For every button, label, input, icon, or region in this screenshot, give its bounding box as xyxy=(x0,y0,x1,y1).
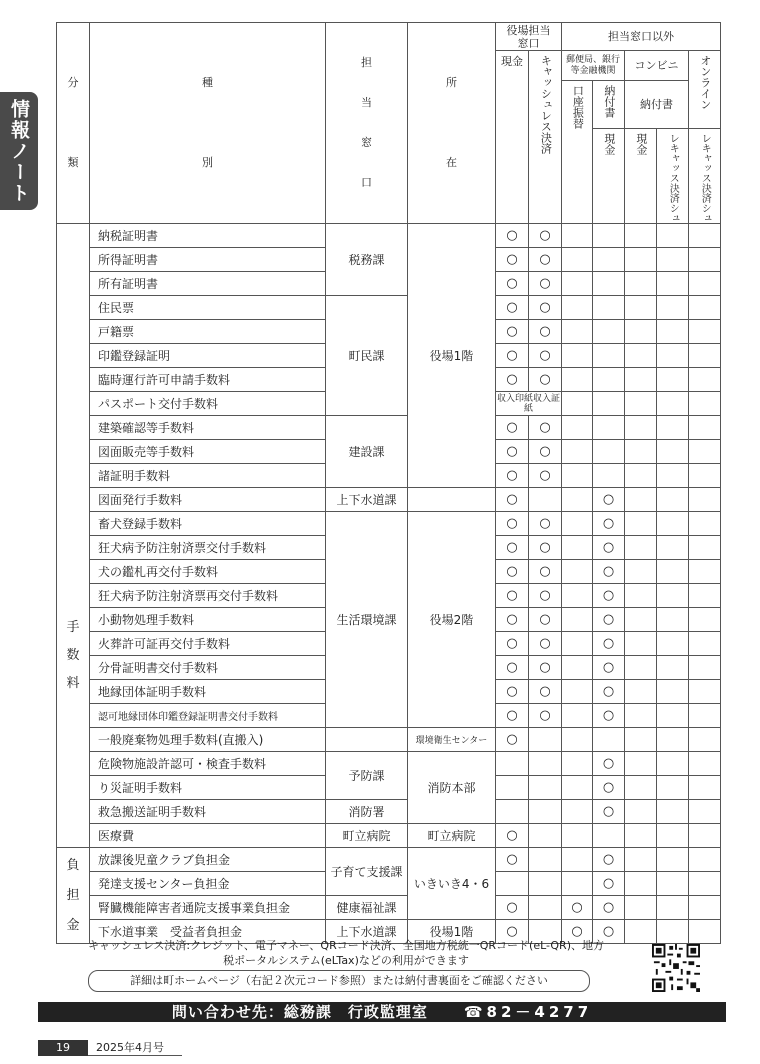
mark-cell xyxy=(657,824,689,848)
mark-cell xyxy=(657,800,689,824)
mark-cell xyxy=(562,248,593,272)
mark-cell xyxy=(657,632,689,656)
table-row-label: 一般廃棄物処理手数料(直搬入) xyxy=(90,728,326,752)
available-mark: ○ xyxy=(496,464,529,488)
available-mark: ○ xyxy=(496,344,529,368)
available-mark: ○ xyxy=(496,368,529,392)
table-row-label: 印鑑登録証明 xyxy=(90,344,326,368)
location-cell: 役場2階 xyxy=(408,512,496,728)
mark-cell xyxy=(625,248,657,272)
contact-bar xyxy=(38,1002,726,1022)
mark-cell xyxy=(562,656,593,680)
location-cell: 町立病院 xyxy=(408,824,496,848)
mark-cell xyxy=(625,368,657,392)
table-row-label: 建築確認等手数料 xyxy=(90,416,326,440)
mark-cell xyxy=(529,776,562,800)
mark-cell xyxy=(657,440,689,464)
mark-cell xyxy=(625,440,657,464)
header-other-group: 担当窓口以外 xyxy=(562,23,721,51)
mark-cell xyxy=(625,608,657,632)
available-mark: ○ xyxy=(593,680,625,704)
location-cell: 環境衛生センター xyxy=(408,728,496,752)
available-mark: ○ xyxy=(529,584,562,608)
cashless-footnote: キャッシュレス決済:クレジット、電子マネー、QRコード決済、全国地方税統一QRコード(eL-QR)、地方税ポータルシステム(eLTax)などの利用ができます xyxy=(87,939,604,967)
mark-cell xyxy=(562,416,593,440)
mark-cell xyxy=(562,320,593,344)
mark-cell xyxy=(657,320,689,344)
window-cell: 町立病院 xyxy=(326,824,408,848)
mark-cell xyxy=(562,296,593,320)
mark-cell xyxy=(625,704,657,728)
mark-cell xyxy=(625,800,657,824)
table-row-label: 医療費 xyxy=(90,824,326,848)
mark-cell xyxy=(529,488,562,512)
mark-cell xyxy=(657,704,689,728)
available-mark: ○ xyxy=(529,272,562,296)
detail-note: 詳細は町ホームページ（右記２次元コード参照）または納付書裏面をご確認ください xyxy=(88,970,590,992)
mark-cell xyxy=(689,608,721,632)
mark-cell xyxy=(689,776,721,800)
mark-cell xyxy=(657,920,689,944)
available-mark: ○ xyxy=(562,920,593,944)
table-row-label: 住民票 xyxy=(90,296,326,320)
mark-cell xyxy=(529,752,562,776)
table-row-label: 狂犬病予防注射済票再交付手数料 xyxy=(90,584,326,608)
available-mark: ○ xyxy=(562,896,593,920)
mark-cell xyxy=(625,584,657,608)
window-cell: 税務課 xyxy=(326,224,408,296)
header-cashless: キャッシュレス決済 xyxy=(529,51,562,224)
available-mark: ○ xyxy=(529,656,562,680)
available-mark: ○ xyxy=(529,440,562,464)
mark-cell xyxy=(625,776,657,800)
mark-cell xyxy=(689,896,721,920)
mark-cell xyxy=(689,752,721,776)
table-row-label: 火葬許可証再交付手数料 xyxy=(90,632,326,656)
header-online: オンライン xyxy=(689,51,721,129)
header-post-genkin: 現金 xyxy=(593,129,625,224)
mark-cell xyxy=(562,584,593,608)
mark-cell xyxy=(562,608,593,632)
table-row-label: 図面発行手数料 xyxy=(90,488,326,512)
available-mark: ○ xyxy=(529,512,562,536)
available-mark: ○ xyxy=(496,272,529,296)
header-shozai: 所 在 xyxy=(408,23,496,224)
mark-cell xyxy=(689,536,721,560)
mark-cell xyxy=(689,416,721,440)
mark-cell xyxy=(529,800,562,824)
mark-cell xyxy=(625,488,657,512)
mark-cell xyxy=(689,368,721,392)
contact-phone: ☎82－4277 xyxy=(463,1003,593,1021)
mark-cell xyxy=(657,680,689,704)
available-mark: ○ xyxy=(496,320,529,344)
mark-cell xyxy=(562,800,593,824)
page-footer xyxy=(38,1040,182,1056)
location-cell: 役場1階 xyxy=(408,920,496,944)
mark-cell xyxy=(496,872,529,896)
mark-cell xyxy=(657,872,689,896)
mark-cell xyxy=(657,464,689,488)
mark-cell xyxy=(496,800,529,824)
available-mark: ○ xyxy=(593,632,625,656)
mark-cell xyxy=(657,752,689,776)
mark-cell xyxy=(689,296,721,320)
available-mark: ○ xyxy=(593,704,625,728)
mark-cell xyxy=(689,656,721,680)
mark-cell xyxy=(625,272,657,296)
table-row-label: り災証明手数料 xyxy=(90,776,326,800)
table-row-label: 犬の鑑札再交付手数料 xyxy=(90,560,326,584)
mark-cell xyxy=(529,896,562,920)
mark-cell xyxy=(689,872,721,896)
table-row-label: 戸籍票 xyxy=(90,320,326,344)
mark-cell xyxy=(593,296,625,320)
available-mark: ○ xyxy=(529,680,562,704)
table-row-label: 畜犬登録手数料 xyxy=(90,512,326,536)
mark-cell xyxy=(625,848,657,872)
available-mark: ○ xyxy=(496,704,529,728)
mark-cell xyxy=(625,344,657,368)
table-row-label: 諸証明手数料 xyxy=(90,464,326,488)
available-mark: ○ xyxy=(496,848,529,872)
available-mark: ○ xyxy=(496,608,529,632)
mark-cell xyxy=(625,728,657,752)
available-mark: ○ xyxy=(593,512,625,536)
mark-cell xyxy=(562,872,593,896)
table-row-label: 腎臓機能障害者通院支援事業負担金 xyxy=(90,896,326,920)
mark-cell xyxy=(562,632,593,656)
available-mark: ○ xyxy=(529,632,562,656)
mark-cell xyxy=(593,368,625,392)
available-mark: ○ xyxy=(529,416,562,440)
mark-cell xyxy=(562,704,593,728)
available-mark: ○ xyxy=(496,632,529,656)
header-bunrui: 分 類 xyxy=(57,23,90,224)
mark-cell xyxy=(689,512,721,536)
header-konbini-nofusho: 納付書 xyxy=(625,81,689,129)
mark-cell xyxy=(593,272,625,296)
window-cell: 上下水道課 xyxy=(326,920,408,944)
available-mark: ○ xyxy=(529,248,562,272)
mark-cell xyxy=(657,560,689,584)
table-row-label: 危険物施設許認可・検査手数料 xyxy=(90,752,326,776)
mark-cell xyxy=(562,680,593,704)
mark-cell xyxy=(689,320,721,344)
mark-cell xyxy=(562,224,593,248)
mark-cell xyxy=(562,824,593,848)
mark-cell xyxy=(689,920,721,944)
mark-cell xyxy=(593,320,625,344)
window-cell: 建設課 xyxy=(326,416,408,488)
revenue-stamp-note: 収入印紙収入証紙 xyxy=(496,393,560,414)
mark-cell xyxy=(562,344,593,368)
mark-cell xyxy=(529,824,562,848)
mark-cell xyxy=(562,536,593,560)
available-mark: ○ xyxy=(593,656,625,680)
available-mark: ○ xyxy=(496,896,529,920)
mark-cell xyxy=(689,344,721,368)
mark-cell xyxy=(689,272,721,296)
available-mark: ○ xyxy=(529,560,562,584)
mark-cell xyxy=(657,848,689,872)
table-row-label: 認可地縁団体印鑑登録証明書交付手数料 xyxy=(90,704,326,728)
mark-cell xyxy=(593,824,625,848)
header-tanto: 担 当 窓 口 xyxy=(326,23,408,224)
available-mark: ○ xyxy=(593,560,625,584)
mark-cell xyxy=(689,224,721,248)
available-mark: ○ xyxy=(529,320,562,344)
header-genkin: 現金 xyxy=(496,51,529,224)
mark-cell xyxy=(625,536,657,560)
location-cell xyxy=(408,488,496,512)
available-mark: ○ xyxy=(593,536,625,560)
mark-cell xyxy=(689,560,721,584)
mark-cell xyxy=(562,368,593,392)
mark-cell xyxy=(689,392,721,416)
available-mark: ○ xyxy=(496,488,529,512)
header-konbini: コンビニ xyxy=(625,51,689,81)
available-mark: ○ xyxy=(593,752,625,776)
available-mark: ○ xyxy=(593,872,625,896)
mark-cell xyxy=(657,224,689,248)
window-cell: 子育て支援課 xyxy=(326,848,408,896)
available-mark: ○ xyxy=(593,800,625,824)
mark-cell xyxy=(625,752,657,776)
table-row-label: パスポート交付手数料 xyxy=(90,392,326,416)
mark-cell xyxy=(562,464,593,488)
mark-cell xyxy=(593,440,625,464)
mark-cell xyxy=(625,464,657,488)
payment-method-table xyxy=(56,22,721,944)
table-row-label: 救急搬送証明手数料 xyxy=(90,800,326,824)
available-mark: ○ xyxy=(593,776,625,800)
available-mark: ○ xyxy=(496,512,529,536)
location-cell: 消防本部 xyxy=(408,752,496,824)
table-row-label: 所得証明書 xyxy=(90,248,326,272)
table-row-label: 所有証明書 xyxy=(90,272,326,296)
mark-cell xyxy=(496,776,529,800)
mark-cell xyxy=(562,512,593,536)
mark-cell xyxy=(593,728,625,752)
mark-cell xyxy=(593,416,625,440)
header-post-bank: 郵便局、銀行等金融機関 xyxy=(562,51,625,81)
location-cell: 役場1階 xyxy=(408,224,496,488)
mark-cell xyxy=(625,224,657,248)
available-mark: ○ xyxy=(529,368,562,392)
mark-cell xyxy=(689,248,721,272)
table-row-label: 小動物処理手数料 xyxy=(90,608,326,632)
mark-cell xyxy=(593,224,625,248)
mark-cell xyxy=(625,512,657,536)
window-cell: 消防署 xyxy=(326,800,408,824)
mark-cell xyxy=(625,560,657,584)
mark-cell xyxy=(625,632,657,656)
mark-cell xyxy=(625,656,657,680)
mark-cell xyxy=(657,584,689,608)
mark-cell xyxy=(689,464,721,488)
location-cell: いきいき4・6 xyxy=(408,848,496,920)
table-row-label: 放課後児童クラブ負担金 xyxy=(90,848,326,872)
available-mark: ○ xyxy=(496,560,529,584)
mark-cell xyxy=(593,248,625,272)
contact-label: 問い合わせ先：総務課 行政監理室 xyxy=(171,1003,428,1021)
issue-date: 2025年4月号 xyxy=(88,1040,182,1056)
mark-cell xyxy=(689,680,721,704)
mark-cell xyxy=(529,848,562,872)
table-row-label: 発達支援センター負担金 xyxy=(90,872,326,896)
available-mark: ○ xyxy=(496,920,529,944)
mark-cell xyxy=(593,344,625,368)
mark-cell xyxy=(529,728,562,752)
mark-cell xyxy=(593,464,625,488)
available-mark: ○ xyxy=(593,896,625,920)
mark-cell xyxy=(689,704,721,728)
mark-cell xyxy=(625,920,657,944)
mark-cell xyxy=(657,512,689,536)
window-cell: 健康福祉課 xyxy=(326,896,408,920)
mark-cell xyxy=(562,752,593,776)
window-cell: 予防課 xyxy=(326,752,408,800)
mark-cell xyxy=(625,824,657,848)
mark-cell xyxy=(689,632,721,656)
available-mark: ○ xyxy=(496,680,529,704)
mark-cell xyxy=(625,320,657,344)
mark-cell xyxy=(689,728,721,752)
page-number: 19 xyxy=(38,1040,88,1056)
category-tesuryo: 手数料 xyxy=(57,224,90,848)
header-yakuba-group: 役場担当窓口 xyxy=(496,23,562,51)
available-mark: ○ xyxy=(496,296,529,320)
available-mark: ○ xyxy=(496,536,529,560)
mark-cell xyxy=(657,272,689,296)
mark-cell xyxy=(657,344,689,368)
available-mark: ○ xyxy=(529,296,562,320)
qr-code-icon xyxy=(652,944,700,992)
header-online-cashless: レキャッス決済シュ xyxy=(689,129,721,224)
header-nofusho: 納付書 xyxy=(593,81,625,129)
table-row-label: 地縁団体証明手数料 xyxy=(90,680,326,704)
mark-cell xyxy=(657,608,689,632)
mark-cell xyxy=(562,272,593,296)
available-mark: ○ xyxy=(496,416,529,440)
mark-cell xyxy=(689,488,721,512)
table-row-label: 狂犬病予防注射済票交付手数料 xyxy=(90,536,326,560)
mark-cell xyxy=(562,776,593,800)
mark-cell xyxy=(625,416,657,440)
mark-cell xyxy=(625,872,657,896)
mark-cell xyxy=(657,368,689,392)
header-koza: 口座振替 xyxy=(562,81,593,224)
mark-cell xyxy=(625,296,657,320)
mark-cell xyxy=(657,536,689,560)
available-mark: ○ xyxy=(529,464,562,488)
window-cell: 上下水道課 xyxy=(326,488,408,512)
window-cell: 生活環境課 xyxy=(326,512,408,728)
mark-cell xyxy=(657,248,689,272)
header-konbini-genkin: 現金 xyxy=(625,129,657,224)
mark-cell xyxy=(562,728,593,752)
available-mark: ○ xyxy=(529,608,562,632)
available-mark: ○ xyxy=(593,920,625,944)
mark-cell xyxy=(562,392,593,416)
mark-cell xyxy=(657,296,689,320)
table-row-label: 臨時運行許可申請手数料 xyxy=(90,368,326,392)
available-mark: ○ xyxy=(593,584,625,608)
mark-cell xyxy=(689,440,721,464)
mark-cell xyxy=(657,776,689,800)
mark-cell xyxy=(657,392,689,416)
mark-cell xyxy=(689,584,721,608)
mark-cell xyxy=(625,896,657,920)
available-mark: ○ xyxy=(593,608,625,632)
available-mark: ○ xyxy=(496,824,529,848)
mark-cell xyxy=(625,680,657,704)
mark-cell xyxy=(529,872,562,896)
available-mark: ○ xyxy=(593,488,625,512)
section-tab: 情報ノート xyxy=(0,92,38,210)
available-mark: ○ xyxy=(496,440,529,464)
available-mark: ○ xyxy=(496,224,529,248)
available-mark: ○ xyxy=(529,344,562,368)
window-cell: 町民課 xyxy=(326,296,408,416)
mark-cell xyxy=(689,800,721,824)
available-mark: ○ xyxy=(529,224,562,248)
available-mark: ○ xyxy=(529,536,562,560)
mark-cell xyxy=(562,440,593,464)
available-mark: ○ xyxy=(496,656,529,680)
mark-cell xyxy=(657,416,689,440)
available-mark: ○ xyxy=(593,848,625,872)
window-cell xyxy=(326,728,408,752)
header-konbini-cashless: レキャッス決済シュ xyxy=(657,129,689,224)
mark-cell xyxy=(625,392,657,416)
table-row-label: 納税証明書 xyxy=(90,224,326,248)
mark-cell xyxy=(657,896,689,920)
available-mark: ○ xyxy=(529,704,562,728)
table-row-label: 分骨証明書交付手数料 xyxy=(90,656,326,680)
available-mark: ○ xyxy=(496,584,529,608)
mark-cell xyxy=(562,488,593,512)
mark-cell xyxy=(562,560,593,584)
mark-cell xyxy=(496,752,529,776)
mark-cell xyxy=(593,392,625,416)
table-row-label: 図面販売等手数料 xyxy=(90,440,326,464)
mark-cell xyxy=(657,656,689,680)
mark-cell xyxy=(689,824,721,848)
mark-cell xyxy=(657,728,689,752)
available-mark: ○ xyxy=(496,248,529,272)
mark-cell xyxy=(689,848,721,872)
available-mark: ○ xyxy=(496,728,529,752)
table-row-label: 下水道事業 受益者負担金 xyxy=(90,920,326,944)
mark-cell xyxy=(562,848,593,872)
category-futankin: 負担金 xyxy=(57,848,90,944)
mark-cell xyxy=(657,488,689,512)
header-shubetsu: 種 別 xyxy=(90,23,326,224)
